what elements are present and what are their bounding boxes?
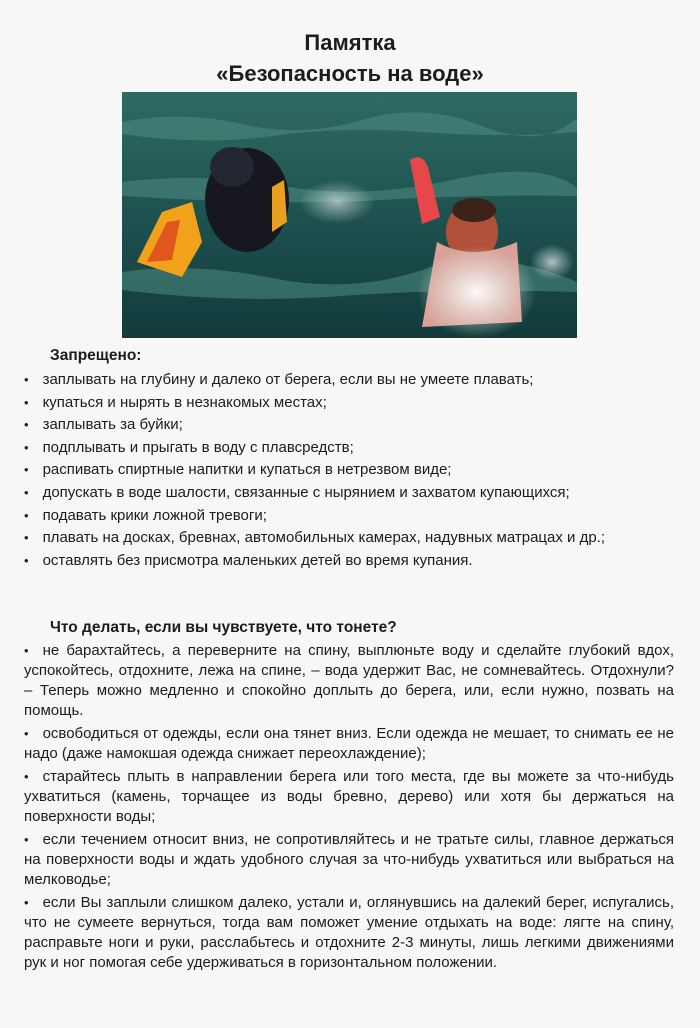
bullet-icon: • bbox=[24, 462, 29, 478]
list-item: • освободиться от одежды, если она тянет вниз. Если одежда не мешает, то снимать ее не надо (даже намокшая одежда снижает переохлаждение); bbox=[24, 725, 674, 762]
bullet-icon: • bbox=[24, 394, 29, 410]
list-item: • старайтесь плыть в направлении берега или того места, где вы можете за что-нибудь ухватиться (камень, торчащее из воды бревно, дерево) или хотя бы держаться на поверхности воды; bbox=[24, 768, 674, 825]
list-item: • допускать в воде шалости, связанные с нырянием и захватом купающихся; bbox=[24, 483, 570, 501]
list-item: • оставлять без присмотра маленьких детей во время купания. bbox=[24, 551, 473, 569]
drowning-heading: Что делать, если вы чувствуете, что тонете? bbox=[50, 619, 397, 636]
list-item: • заплывать за буйки; bbox=[24, 416, 183, 434]
bullet-icon: • bbox=[24, 832, 29, 847]
bullet-icon: • bbox=[24, 439, 29, 455]
forbidden-list bbox=[24, 370, 674, 573]
list-item: • подплывать и прыгать в воду с плавсредств; bbox=[24, 438, 354, 456]
bullet-icon: • bbox=[24, 552, 29, 568]
document-title bbox=[0, 27, 700, 89]
list-item: • не барахтайтесь, а переверните на спину, выплюньте воду и сделайте глубокий вдох, успокойтесь, отдохните, лежа на спине, – вода удержит Вас, не сомневайтесь. Отдохнули? – Теперь можно медленно и спокойно доплыть до берега, или, если нужно, позвать на помощь. bbox=[24, 642, 674, 719]
list-item: • подавать крики ложной тревоги; bbox=[24, 506, 267, 524]
bullet-icon: • bbox=[24, 769, 29, 784]
list-item: • купаться и нырять в незнакомых местах; bbox=[24, 393, 327, 411]
bullet-icon: • bbox=[24, 895, 29, 910]
list-item: • если течением относит вниз, не сопротивляйтесь и не тратьте силы, главное держаться на поверхности воды и ждать удобного случая за что-нибудь ухватиться или выбраться на мелководье; bbox=[24, 831, 674, 888]
list-item: • если Вы заплыли слишком далеко, устали и, оглянувшись на далекий берег, испугались, что не сумеете вернуться, тогда вам поможет умение отдыхать на воде: лягте на спину, расправьте ноги и руки, расслабьтесь и отдохните 2-3 минуты, лишь легкими движениями рук и ног помогая себе удерживаться в горизонтальном положении. bbox=[24, 894, 674, 971]
list-item: • заплывать на глубину и далеко от берега, если вы не умеете плавать; bbox=[24, 371, 534, 388]
list-item: • плавать на досках, бревнах, автомобильных камерах, надувных матрацах и др.; bbox=[24, 529, 606, 547]
forbidden-heading: Запрещено: bbox=[50, 347, 142, 364]
drowning-photo bbox=[122, 92, 577, 338]
bullet-icon: • bbox=[24, 484, 29, 500]
bullet-icon: • bbox=[24, 643, 29, 658]
title-line-2: «Безопасность на воде» bbox=[216, 61, 484, 86]
list-item: • распивать спиртные напитки и купаться в нетрезвом виде; bbox=[24, 461, 452, 479]
bullet-icon: • bbox=[24, 417, 29, 433]
bullet-icon: • bbox=[24, 372, 29, 387]
title-line-1: Памятка bbox=[304, 30, 396, 55]
drowning-list bbox=[24, 641, 674, 976]
bullet-icon: • bbox=[24, 507, 29, 523]
bullet-icon: • bbox=[24, 726, 29, 741]
bullet-icon: • bbox=[24, 530, 29, 546]
